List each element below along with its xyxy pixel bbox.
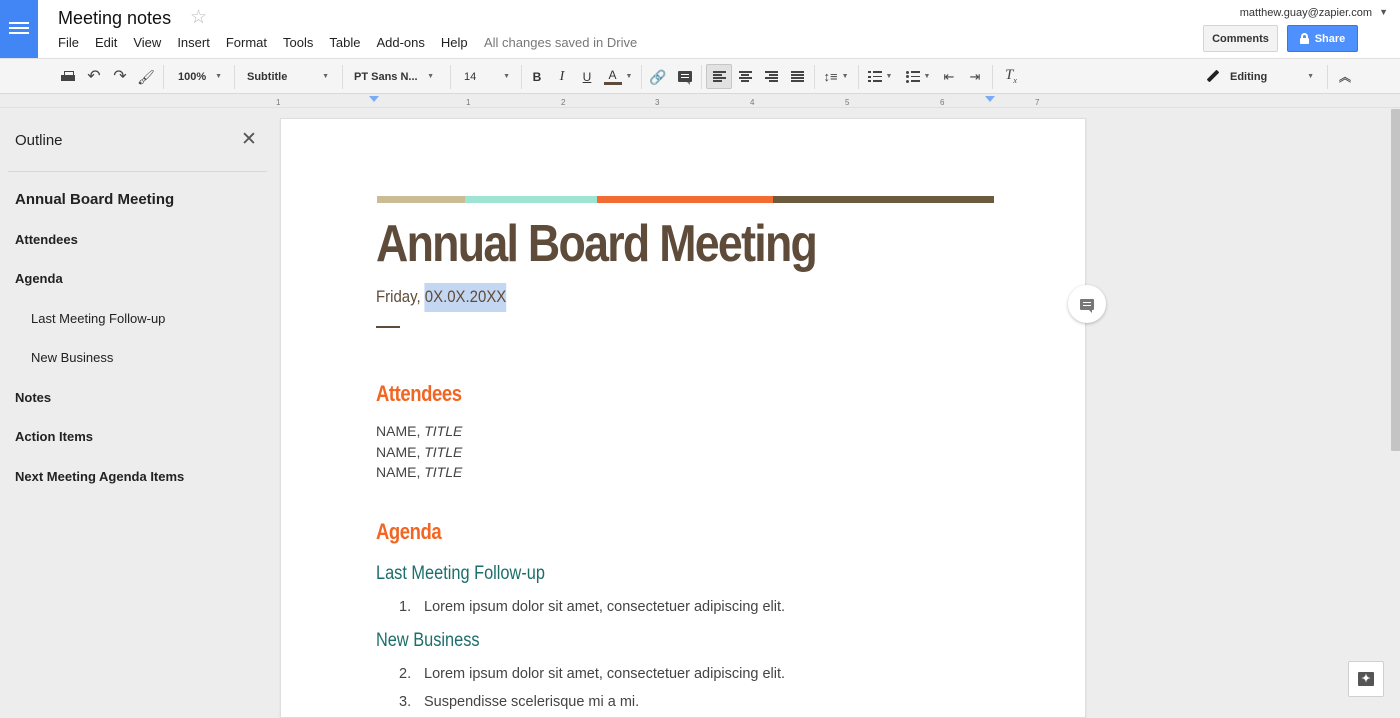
menu-format[interactable]: Format bbox=[225, 35, 267, 50]
app-header bbox=[0, 0, 1400, 58]
share-label: Share bbox=[1314, 32, 1346, 45]
menu-addons[interactable]: Add-ons bbox=[376, 35, 425, 50]
save-status[interactable]: All changes saved in Drive bbox=[484, 35, 638, 50]
style-value: Subtitle bbox=[247, 70, 288, 83]
menu-tools[interactable]: Tools bbox=[283, 35, 314, 50]
outline-item[interactable]: Next Meeting Agenda Items bbox=[15, 469, 185, 484]
menu-file[interactable]: File bbox=[58, 35, 79, 50]
selected-date[interactable]: 0X.0X.20XX bbox=[425, 283, 507, 312]
subsection-heading-newbiz[interactable]: New Business bbox=[376, 630, 480, 651]
font-select[interactable] bbox=[346, 59, 442, 94]
ruler-tick: 7 bbox=[1035, 98, 1040, 107]
comment-icon[interactable] bbox=[673, 59, 697, 94]
explore-icon: ✦ bbox=[1358, 672, 1374, 686]
menu-help[interactable]: Help bbox=[440, 35, 468, 50]
chevron-down-icon: ▼ bbox=[625, 73, 633, 80]
paint-format-icon[interactable]: 🖌 bbox=[137, 68, 155, 85]
zoom-select[interactable] bbox=[170, 59, 230, 94]
attendee-name: NAME, bbox=[376, 464, 425, 480]
divider bbox=[376, 326, 400, 328]
color-bar-segment bbox=[377, 196, 465, 203]
chevron-down-icon: ▼ bbox=[841, 73, 849, 80]
outline-item[interactable]: Attendees bbox=[15, 232, 78, 247]
outline-item[interactable]: New Business bbox=[31, 350, 114, 365]
subtitle-prefix: Friday, bbox=[376, 287, 425, 306]
account-caret-icon[interactable]: ▼ bbox=[1379, 7, 1388, 17]
attendee-title: TITLE bbox=[424, 444, 463, 460]
menu-insert[interactable]: Insert bbox=[177, 35, 210, 50]
font-size-value: 14 bbox=[464, 70, 477, 83]
bold-label: B bbox=[532, 69, 542, 84]
left-indent-marker[interactable] bbox=[369, 96, 379, 102]
attendee-line[interactable] bbox=[376, 444, 462, 460]
decrease-indent-icon[interactable]: ⇤ bbox=[943, 69, 955, 84]
chevron-down-icon: ▼ bbox=[885, 73, 893, 80]
section-heading-agenda[interactable]: Agenda bbox=[376, 519, 442, 544]
comments-button[interactable]: Comments bbox=[1203, 25, 1278, 52]
align-left-icon[interactable] bbox=[706, 64, 732, 89]
line-spacing-icon[interactable]: ↕≡ ▼ bbox=[823, 69, 849, 84]
add-comment-button[interactable] bbox=[1068, 285, 1106, 323]
redo-icon[interactable]: ↷ bbox=[113, 67, 127, 85]
ruler-tick: 2 bbox=[561, 98, 566, 107]
toolbar bbox=[0, 58, 1400, 94]
doc-title[interactable]: Meeting notes bbox=[58, 8, 172, 28]
attendee-name: NAME, bbox=[376, 444, 425, 460]
attendee-title: TITLE bbox=[424, 464, 463, 480]
list-text: Suspendisse scelerisque mi a mi. bbox=[424, 694, 640, 710]
color-bar-segment bbox=[597, 196, 773, 203]
increase-indent-icon[interactable]: ⇥ bbox=[969, 69, 981, 84]
style-select[interactable] bbox=[238, 59, 338, 94]
font-size-select[interactable] bbox=[456, 59, 518, 94]
menu-table[interactable]: Table bbox=[329, 35, 361, 50]
doc-heading[interactable]: Annual Board Meeting bbox=[376, 215, 817, 273]
italic-label: I bbox=[559, 68, 565, 84]
list-number: 2. bbox=[399, 666, 412, 682]
comment-icon bbox=[1080, 299, 1094, 310]
docs-home-icon[interactable] bbox=[0, 0, 38, 58]
collapse-icon[interactable]: ︽ bbox=[1338, 69, 1351, 84]
outline-item[interactable]: Action Items bbox=[15, 429, 94, 444]
justify-icon[interactable] bbox=[784, 59, 810, 94]
chevron-down-icon: ▼ bbox=[1307, 73, 1314, 80]
account-email[interactable]: matthew.guay@zapier.com bbox=[1239, 7, 1372, 19]
font-value: PT Sans N... bbox=[354, 70, 418, 83]
bold-button[interactable] bbox=[525, 59, 549, 94]
chevron-down-icon: ▼ bbox=[503, 73, 510, 80]
ruler-tick: 5 bbox=[845, 98, 850, 107]
ruler-tick: 1 bbox=[276, 98, 281, 107]
chevron-down-icon: ▼ bbox=[215, 73, 222, 80]
lock-icon bbox=[1300, 33, 1309, 44]
explore-button[interactable] bbox=[1348, 661, 1384, 697]
close-icon[interactable]: ✕ bbox=[241, 129, 257, 150]
list-text: Lorem ipsum dolor sit amet, consectetuer adipiscing elit. bbox=[424, 666, 786, 682]
attendee-line[interactable] bbox=[376, 423, 462, 439]
color-bar-segment bbox=[465, 196, 597, 203]
menu-view[interactable]: View bbox=[133, 35, 162, 50]
align-center-icon[interactable] bbox=[732, 59, 758, 94]
bulleted-list-icon[interactable] bbox=[900, 59, 936, 94]
menu-edit[interactable]: Edit bbox=[94, 35, 118, 50]
list-number: 3. bbox=[399, 694, 412, 710]
underline-button[interactable] bbox=[575, 59, 599, 94]
attendee-line[interactable] bbox=[376, 464, 462, 480]
print-icon[interactable] bbox=[56, 59, 80, 94]
attendee-title: TITLE bbox=[424, 423, 463, 439]
list-item[interactable] bbox=[399, 599, 785, 615]
outline-title: Outline bbox=[15, 132, 63, 149]
outline-panel bbox=[0, 109, 268, 708]
color-bar-segment bbox=[773, 196, 994, 203]
section-heading-attendees[interactable]: Attendees bbox=[376, 381, 462, 406]
right-indent-marker[interactable] bbox=[985, 96, 995, 102]
ruler[interactable] bbox=[0, 94, 1400, 108]
scrollbar[interactable] bbox=[1391, 109, 1400, 451]
numbered-list-icon[interactable] bbox=[862, 59, 898, 94]
text-color-button[interactable] bbox=[600, 59, 636, 94]
outline-item[interactable]: Agenda bbox=[15, 271, 63, 286]
ruler-tick: 1 bbox=[466, 98, 471, 107]
list-item[interactable] bbox=[399, 666, 785, 682]
color-bar bbox=[377, 196, 994, 203]
clear-formatting-icon[interactable]: $T_x$ bbox=[1005, 67, 1017, 85]
chevron-down-icon: ▼ bbox=[923, 73, 931, 80]
document-page[interactable] bbox=[280, 118, 1086, 718]
list-number: 1. bbox=[399, 599, 412, 615]
text-color-label: A bbox=[608, 67, 617, 82]
ruler-tick: 3 bbox=[655, 98, 660, 107]
doc-subtitle[interactable] bbox=[376, 287, 506, 307]
outline-item[interactable]: Last Meeting Follow-up bbox=[31, 311, 166, 326]
underline-label: U bbox=[582, 69, 592, 84]
ruler-tick: 6 bbox=[940, 98, 945, 107]
list-text: Lorem ipsum dolor sit amet, consectetuer adipiscing elit. bbox=[424, 599, 786, 615]
divider bbox=[8, 171, 267, 172]
outline-item[interactable]: Notes bbox=[15, 390, 52, 405]
undo-icon[interactable]: ↶ bbox=[87, 67, 101, 85]
attendee-name: NAME, bbox=[376, 423, 425, 439]
chevron-down-icon: ▼ bbox=[322, 73, 329, 80]
outline-item[interactable]: Annual Board Meeting bbox=[15, 191, 175, 208]
star-icon[interactable]: ☆ bbox=[190, 7, 208, 28]
zoom-value: 100% bbox=[178, 70, 207, 83]
menu-bar bbox=[58, 35, 484, 50]
chevron-down-icon: ▼ bbox=[427, 73, 434, 80]
ruler-tick: 4 bbox=[750, 98, 755, 107]
mode-value: Editing bbox=[1230, 70, 1268, 83]
share-button[interactable] bbox=[1287, 25, 1358, 52]
italic-button[interactable] bbox=[550, 59, 574, 94]
subsection-heading-followup[interactable]: Last Meeting Follow-up bbox=[376, 563, 545, 584]
mode-select[interactable] bbox=[1196, 59, 1326, 94]
align-right-icon[interactable] bbox=[758, 59, 784, 94]
link-icon[interactable]: 🔗 bbox=[649, 68, 667, 85]
pencil-icon bbox=[1206, 70, 1220, 84]
